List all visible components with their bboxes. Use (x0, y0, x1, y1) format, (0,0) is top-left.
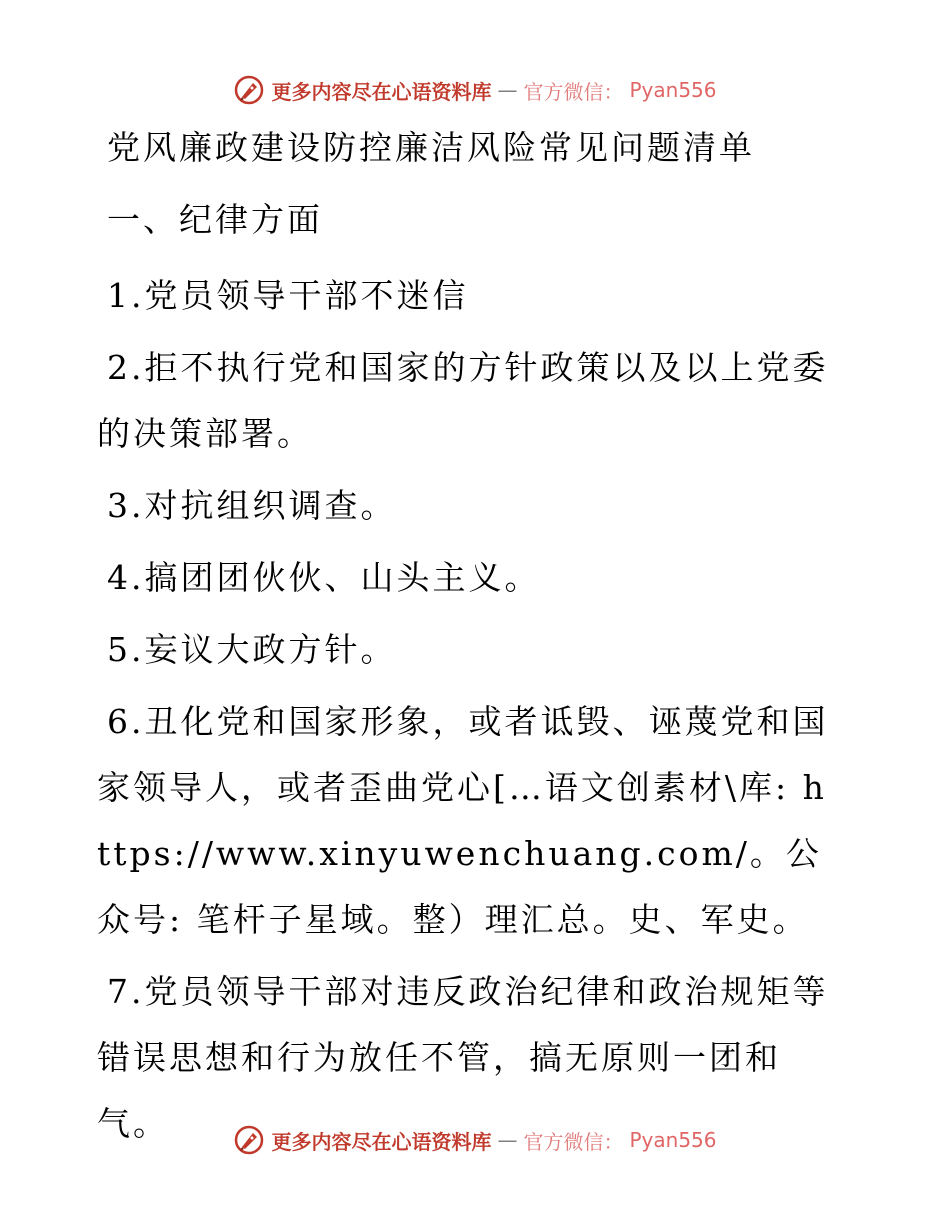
banner-wechat-label: 官方微信： (523, 1129, 624, 1154)
document-title: 党风廉政建设防控廉洁风险常见问题清单 (107, 128, 755, 167)
section-heading: 一、纪律方面 (107, 200, 323, 239)
footer-banner (0, 1120, 950, 1160)
list-item: 1.党员领导干部不迷信 (107, 276, 469, 315)
list-item: 2.拒不执行党和国家的方针政策以及以上党委的决策部署。 (97, 348, 829, 453)
banner-wechat-label: 官方微信： (523, 79, 624, 104)
document-body (97, 118, 837, 1163)
banner-wechat-id: Pyan556 (629, 78, 717, 102)
pen-nib-logo-icon (233, 74, 265, 106)
banner-brand-text: 更多内容尽在心语资料库 (271, 79, 492, 104)
banner-wechat-id: Pyan556 (629, 1128, 717, 1152)
list-item: 6.丑化党和国家形象，或者诋毁、诬蔑党和国家领导人，或者歪曲党心[…语文创素材\库: https://www.xinyuwenchuang.com/。公众号: 笔杆子星域。整）理汇总。史、军史。 (97, 702, 829, 939)
banner-separator: — (497, 1128, 518, 1152)
list-item: 3.对抗组织调查。 (107, 486, 397, 525)
banner-brand-text: 更多内容尽在心语资料库 (271, 1129, 492, 1154)
header-banner (0, 70, 950, 110)
list-item: 7.党员领导干部对违反政治纪律和政治规矩等错误思想和行为放任不管，搞无原则一团和气。 (97, 972, 829, 1143)
list-item: 5.妄议大政方针。 (107, 630, 397, 669)
pen-nib-logo-icon (233, 1124, 265, 1156)
list-item: 4.搞团团伙伙、山头主义。 (107, 558, 541, 597)
banner-separator: — (497, 78, 518, 102)
